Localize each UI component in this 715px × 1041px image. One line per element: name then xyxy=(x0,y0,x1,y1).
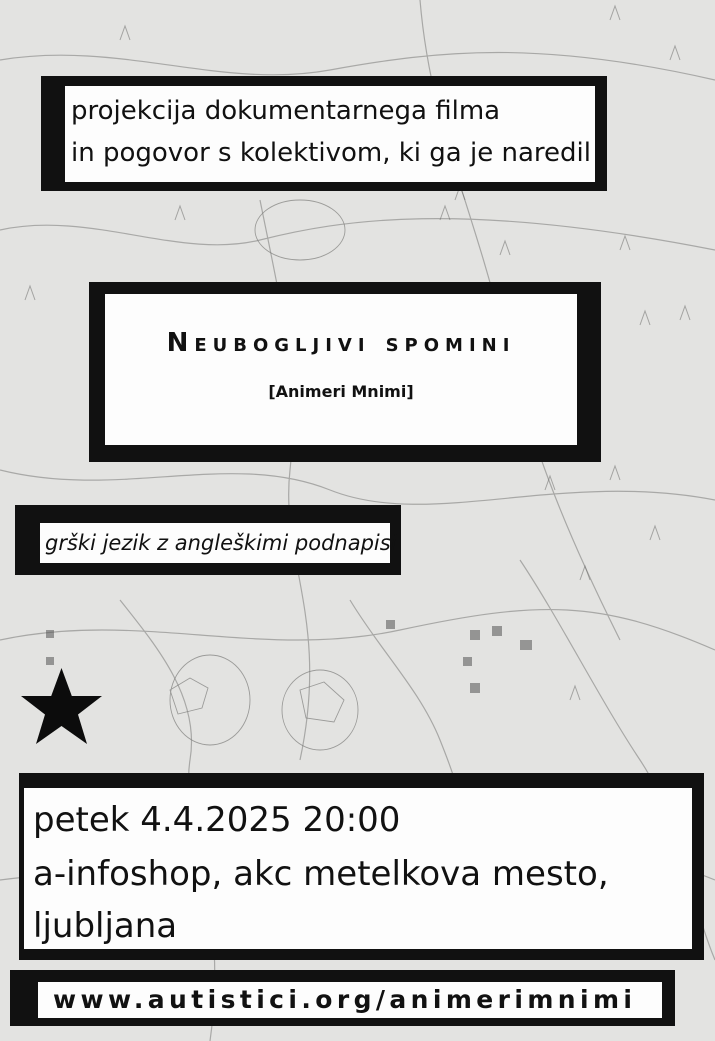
language-panel-inner xyxy=(40,523,397,563)
website-panel-inner xyxy=(38,982,662,1018)
language-note: grški jezik z angleškimi podnapisi xyxy=(45,531,397,555)
website-panel xyxy=(10,970,675,1026)
star-icon xyxy=(18,666,105,748)
intro-panel-inner xyxy=(65,86,595,182)
event-datetime: petek 4.4.2025 20:00 xyxy=(33,800,401,840)
film-title: Neuboglјivi spomini xyxy=(166,328,516,358)
intro-panel xyxy=(41,76,607,191)
event-venue: a-infoshop, akc metelkova mesto, xyxy=(33,854,609,894)
event-panel xyxy=(19,773,704,960)
website-url[interactable]: www.autistici.org/animerimnimi xyxy=(53,985,637,1014)
film-subtitle: [Animeri Mnimi] xyxy=(268,382,414,401)
event-city: ljubljana xyxy=(33,906,178,946)
event-panel-inner xyxy=(24,788,692,949)
title-panel xyxy=(89,282,601,462)
title-panel-inner xyxy=(105,294,577,445)
intro-line-1: projekcija dokumentarnega filma xyxy=(71,96,501,126)
language-panel xyxy=(15,505,401,575)
intro-line-2: in pogovor s kolektivom, ki ga je naredil xyxy=(71,138,591,168)
